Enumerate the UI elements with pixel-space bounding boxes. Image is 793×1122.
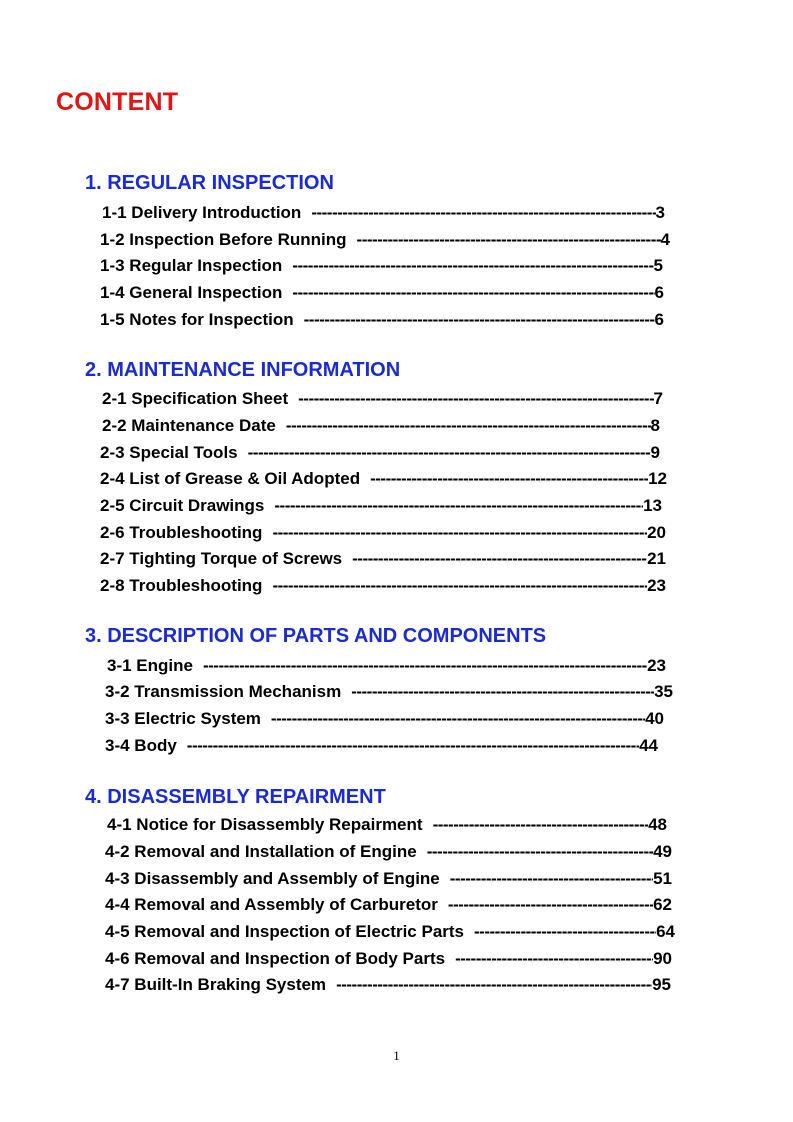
entry-page: 8 xyxy=(650,416,660,435)
entry-page: 90 xyxy=(653,949,672,968)
dot-leader xyxy=(292,283,654,303)
dot-leader xyxy=(370,469,648,489)
entry-page: 6 xyxy=(654,310,664,329)
entry-page: 44 xyxy=(639,736,658,755)
entry-label: 4-6 Removal and Inspection of Body Parts xyxy=(105,949,446,968)
toc-entry[interactable] xyxy=(105,842,672,864)
toc-entry[interactable] xyxy=(100,256,663,278)
toc-entry[interactable] xyxy=(102,389,663,411)
entry-label: 2-8 Troubleshooting xyxy=(100,576,263,595)
dot-leader xyxy=(352,549,647,569)
entry-label: 2-1 Specification Sheet xyxy=(102,389,289,408)
toc-entry[interactable] xyxy=(105,949,672,971)
dot-leader xyxy=(274,496,643,516)
dot-leader xyxy=(187,736,639,756)
entry-page: 23 xyxy=(647,656,666,675)
entry-page: 4 xyxy=(660,230,670,249)
dot-leader xyxy=(336,975,652,995)
page-number: 1 xyxy=(393,1048,400,1063)
entry-page: 6 xyxy=(654,283,664,302)
entry-page: 12 xyxy=(648,469,667,488)
entry-page: 7 xyxy=(653,389,663,408)
entry-label: 4-7 Built-In Braking System xyxy=(105,975,327,994)
toc-entry[interactable] xyxy=(105,709,664,731)
toc-entry[interactable] xyxy=(100,523,666,545)
dot-leader xyxy=(272,576,647,596)
entry-label: 2-6 Troubleshooting xyxy=(100,523,263,542)
dot-leader xyxy=(248,443,651,463)
entry-label: 2-5 Circuit Drawings xyxy=(100,496,265,515)
entry-page: 3 xyxy=(655,203,665,222)
dot-leader xyxy=(203,656,647,676)
toc-entry[interactable] xyxy=(105,922,675,944)
entry-label: 2-2 Maintenance Date xyxy=(102,416,276,435)
dot-leader xyxy=(272,523,647,543)
entry-label: 1-3 Regular Inspection xyxy=(100,256,283,275)
page-title: CONTENT xyxy=(56,88,179,116)
toc-entry[interactable] xyxy=(100,230,670,252)
entry-page: 40 xyxy=(645,709,664,728)
toc-entry[interactable] xyxy=(100,469,667,491)
entry-label: 1-4 General Inspection xyxy=(100,283,283,302)
toc-entry[interactable] xyxy=(105,682,673,704)
entry-label: 4-5 Removal and Inspection of Electric Parts xyxy=(105,922,465,941)
dot-leader xyxy=(351,682,654,702)
entry-page: 62 xyxy=(653,895,672,914)
section-heading: 3. DESCRIPTION OF PARTS AND COMPONENTS xyxy=(85,625,547,647)
entry-page: 51 xyxy=(653,869,672,888)
entry-label: 1-1 Delivery Introduction xyxy=(102,203,302,222)
dot-leader xyxy=(298,389,653,409)
toc-entry[interactable] xyxy=(102,203,665,225)
section-heading: 2. MAINTENANCE INFORMATION xyxy=(85,359,401,381)
toc-entry[interactable] xyxy=(100,496,662,518)
dot-leader xyxy=(427,842,653,862)
entry-label: 2-4 List of Grease & Oil Adopted xyxy=(100,469,361,488)
toc-entry[interactable] xyxy=(105,869,672,891)
entry-page: 13 xyxy=(643,496,662,515)
dot-leader xyxy=(450,869,653,889)
dot-leader xyxy=(357,230,661,250)
toc-entry[interactable] xyxy=(105,975,671,997)
toc-entry[interactable] xyxy=(102,416,660,438)
entry-label: 3-3 Electric System xyxy=(105,709,261,728)
entry-label: 3-4 Body xyxy=(105,736,177,755)
entry-label: 1-2 Inspection Before Running xyxy=(100,230,347,249)
entry-label: 1-5 Notes for Inspection xyxy=(100,310,294,329)
dot-leader xyxy=(455,949,653,969)
toc-entry[interactable] xyxy=(107,656,666,678)
toc-entry[interactable] xyxy=(100,443,660,465)
entry-label: 3-1 Engine xyxy=(107,656,193,675)
entry-page: 48 xyxy=(648,815,667,834)
dot-leader xyxy=(474,922,656,942)
entry-page: 35 xyxy=(654,682,673,701)
entry-label: 3-2 Transmission Mechanism xyxy=(105,682,342,701)
entry-page: 23 xyxy=(647,576,666,595)
dot-leader xyxy=(271,709,645,729)
entry-label: 4-3 Disassembly and Assembly of Engine xyxy=(105,869,440,888)
entry-page: 20 xyxy=(647,523,666,542)
dot-leader xyxy=(286,416,651,436)
section-heading: 4. DISASSEMBLY REPAIRMENT xyxy=(85,786,386,808)
toc-entry[interactable] xyxy=(100,576,666,598)
entry-page: 49 xyxy=(653,842,672,861)
toc-entry[interactable] xyxy=(105,736,658,758)
toc-entry[interactable] xyxy=(100,549,666,571)
toc-entry[interactable] xyxy=(100,310,664,332)
entry-page: 64 xyxy=(656,922,675,941)
dot-leader xyxy=(292,256,653,276)
toc-entry[interactable] xyxy=(100,283,664,305)
section-heading: 1. REGULAR INSPECTION xyxy=(85,172,334,194)
entry-page: 21 xyxy=(647,549,666,568)
entry-label: 4-2 Removal and Installation of Engine xyxy=(105,842,417,861)
entry-label: 4-1 Notice for Disassembly Repairment xyxy=(107,815,423,834)
toc-entry[interactable] xyxy=(105,895,672,917)
entry-page: 95 xyxy=(652,975,671,994)
entry-page: 9 xyxy=(650,443,660,462)
entry-label: 2-3 Special Tools xyxy=(100,443,238,462)
entry-page: 5 xyxy=(653,256,663,275)
dot-leader xyxy=(448,895,653,915)
entry-label: 4-4 Removal and Assembly of Carburetor xyxy=(105,895,438,914)
dot-leader xyxy=(433,815,649,835)
toc-entry[interactable] xyxy=(107,815,667,837)
dot-leader xyxy=(311,203,655,223)
dot-leader xyxy=(304,310,655,330)
entry-label: 2-7 Tighting Torque of Screws xyxy=(100,549,343,568)
